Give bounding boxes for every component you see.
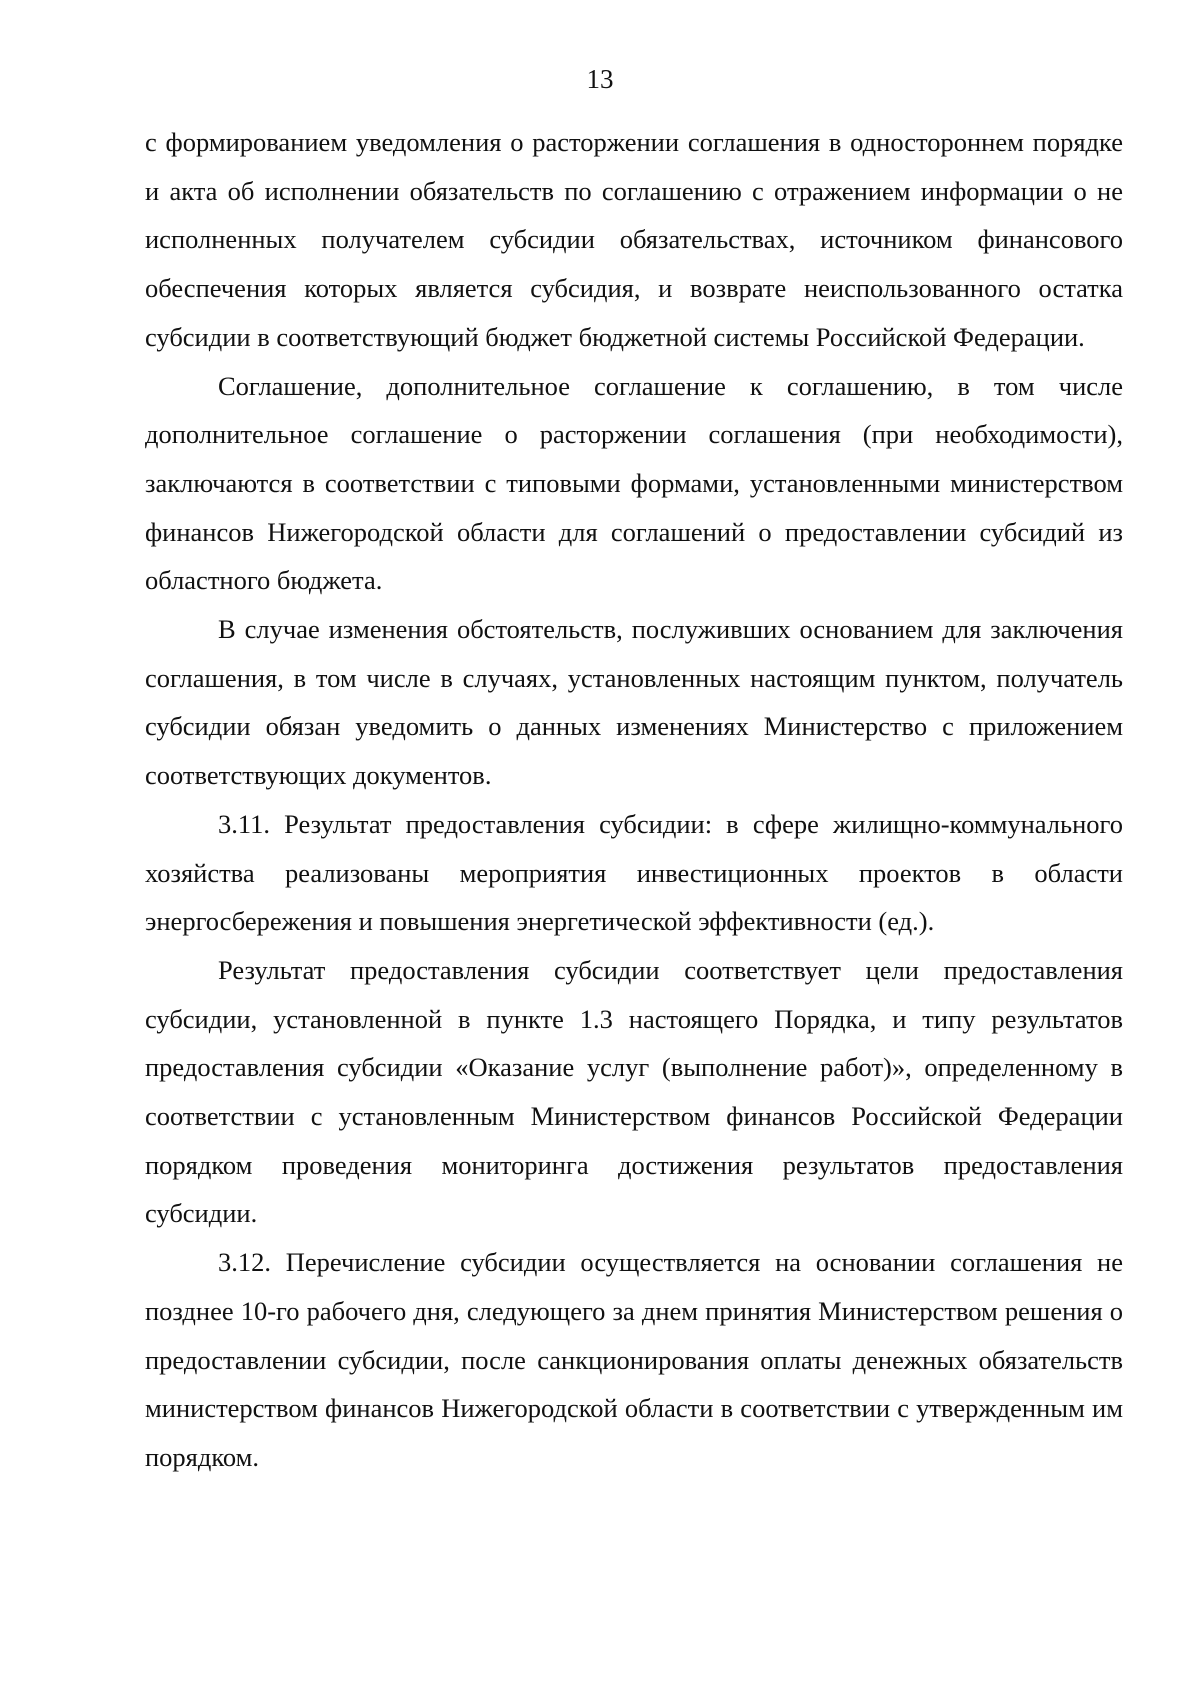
page-number: 13: [586, 64, 614, 94]
paragraph-clause-3-11: 3.11. Результат предоставления субсидии: в сфере жилищно-коммунального хозяйства реализованы мероприятия инвестиционных проектов в области энергосбережения и повышения энергетической эффективности (ед.).: [145, 808, 1123, 937]
paragraph-change-notification: В случае изменения обстоятельств, послуживших основанием для заключения соглашения, в том числе в случаях, установленных настоящим пунктом, получатель субсидии обязан уведомить о данных изменениях Министерство с приложением соответствующих документов.: [145, 614, 1123, 791]
paragraph-agreement-forms: Соглашение, дополнительное соглашение к соглашению, в том числе дополнительное соглашение о расторжении соглашения (при необходимости), заключаются в соответствии с типовыми формами, установленными министерством финансов Нижегородской области для соглашений о предоставлении субсидий из областного бюджета.: [145, 370, 1123, 596]
paragraph-clause-3-12: 3.12. Перечисление субсидии осуществляется на основании соглашения не позднее 10-го рабочего дня, следующего за днем принятия Министерством решения о предоставлении субсидии, после санкционирования оплаты денежных обязательств министерством финансов Нижегородской области в соответствии с утвержденным им порядком.: [145, 1247, 1123, 1472]
paragraph-continuation: с формированием уведомления о расторжении соглашения в одностороннем порядке и акта об исполнении обязательств по соглашению с отражением информации о не исполненных получателем субсидии обязательствах, источником финансового обеспечения которых является субсидия, и возврате неиспользованного остатка субсидии в соответствующий бюджет бюджетной системы Российской Федерации.: [145, 127, 1123, 352]
paragraph-result-correspondence: Результат предоставления субсидии соответствует цели предоставления субсидии, установленной в пункте 1.3 настоящего Порядка, и типу результатов предоставления субсидии «Оказание услуг (выполнение работ)», определенному в соответствии с установленным Министерством финансов Российской Федерации порядком проведения мониторинга достижения результатов предоставления субсидии.: [145, 954, 1123, 1229]
document-body: [145, 118, 1123, 1482]
